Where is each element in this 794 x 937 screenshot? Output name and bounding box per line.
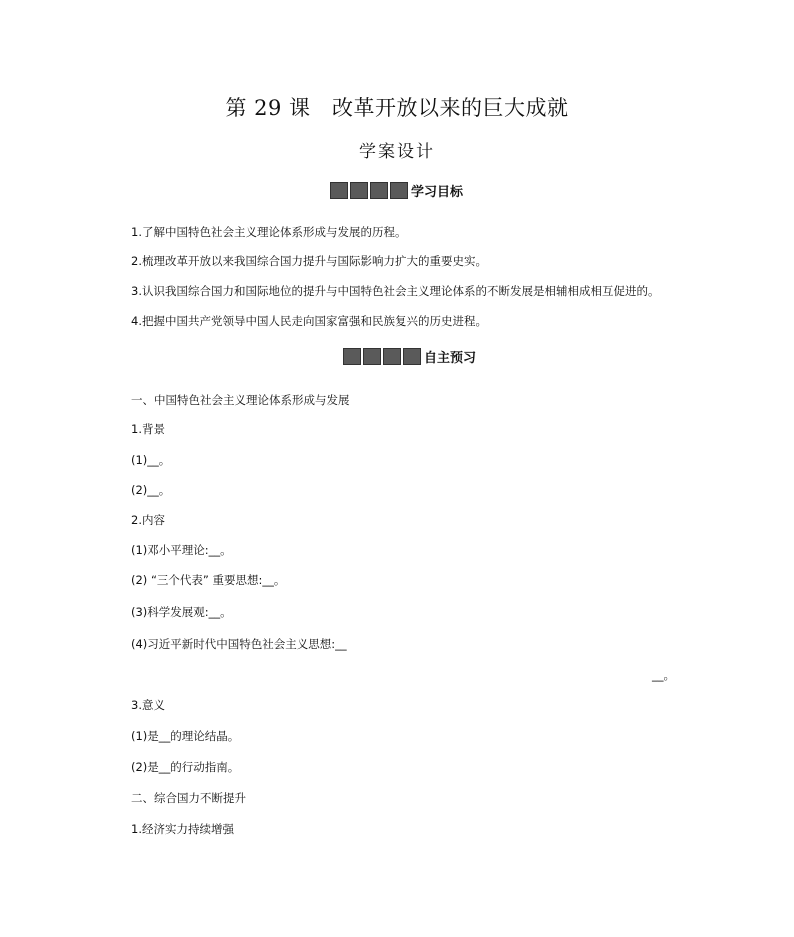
meaning-item-2: (2)是__的行动指南。: [131, 760, 240, 774]
meaning-item-1: (1)是__的理论结晶。: [131, 729, 240, 743]
content-title: 2.内容: [131, 513, 165, 527]
section-marker-blocks: [330, 182, 408, 199]
part1-title: 一、中国特色社会主义理论体系形成与发展: [131, 393, 350, 407]
page-subtitle: 学案设计: [359, 142, 435, 162]
section-label-preview: 自主预习: [424, 351, 477, 366]
section-label-goals: 学习目标: [411, 185, 464, 200]
content-item-4-end: __。: [652, 668, 675, 682]
content-item-4: (4)习近平新时代中国特色社会主义思想:__: [131, 637, 347, 651]
part2-title: 二、综合国力不断提升: [131, 791, 246, 805]
background-item-1: (1)__。: [131, 453, 171, 467]
section-marker-blocks: [343, 348, 421, 365]
section-header-preview: [343, 347, 476, 366]
content-item-3: (3)科学发展观:__。: [131, 605, 232, 619]
background-title: 1.背景: [131, 422, 165, 436]
content-item-2: (2) “三个代表” 重要思想:__。: [131, 573, 286, 587]
goal-item-4: 4.把握中国共产党领导中国人民走向国家富强和民族复兴的历史进程。: [131, 314, 487, 328]
meaning-title: 3.意义: [131, 698, 165, 712]
background-item-2: (2)__。: [131, 483, 171, 497]
goal-item-2: 2.梳理改革开放以来我国综合国力提升与国际影响力扩大的重要史实。: [131, 254, 487, 268]
goal-item-3: 3.认识我国综合国力和国际地位的提升与中国特色社会主义理论体系的不断发展是相辅相成相互促进的。: [131, 284, 660, 298]
goal-item-1: 1.了解中国特色社会主义理论体系形成与发展的历程。: [131, 225, 407, 239]
section-header-goals: [330, 181, 463, 200]
page-title: 第 29 课 改革开放以来的巨大成就: [225, 96, 569, 120]
economy-title: 1.经济实力持续增强: [131, 822, 234, 836]
content-item-1: (1)邓小平理论:__。: [131, 543, 232, 557]
